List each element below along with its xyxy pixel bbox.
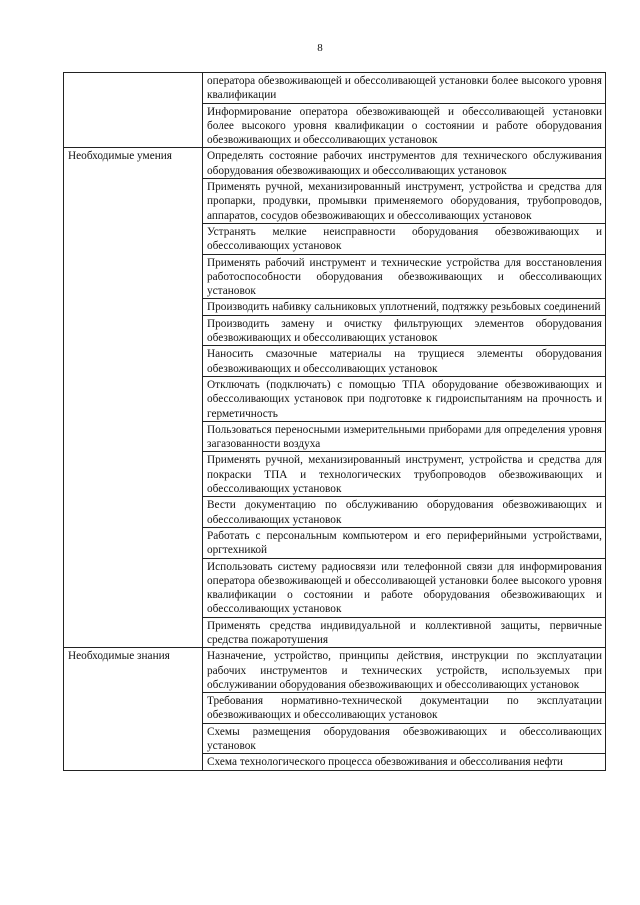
row-label xyxy=(64,73,203,148)
table-cell: Информирование оператора обезвоживающей и обессоливающей установки более высокого уровня квалификации о состоянии и работе оборудования обезвоживающих и обессоливающих установок xyxy=(203,103,606,148)
table-cell: Применять средства индивидуальной и коллективной защиты, первичные средства пожаротушения xyxy=(203,617,606,648)
table-cell: Вести документацию по обслуживанию оборудования обезвоживающих и обессоливающих установок xyxy=(203,497,606,528)
page-number: 8 xyxy=(317,42,323,54)
table-cell: Отключать (подключать) с помощью ТПА оборудование обезвоживающих и обессоливающих установок при подготовке к гидроиспытаниям на прочность и герметичность xyxy=(203,376,606,421)
table-cell: Производить набивку сальниковых уплотнений, подтяжку резьбовых соединений xyxy=(203,299,606,315)
table-row xyxy=(64,73,606,104)
table-cell: Применять рабочий инструмент и технические устройства для восстановления работоспособности оборудования обезвоживающих и обессоливающих установок xyxy=(203,254,606,299)
row-label-knowledge: Необходимые знания xyxy=(64,648,203,770)
table-cell: Схема технологического процесса обезвоживания и обессоливания нефти xyxy=(203,754,606,770)
table-cell: Применять ручной, механизированный инструмент, устройства и средства для пропарки, продувки, промывки применяемого оборудования, трубопроводов, аппаратов, сосудов обезвоживающих и обессоливающих установок xyxy=(203,179,606,224)
table-row xyxy=(64,148,606,179)
row-label-skills: Необходимые умения xyxy=(64,148,203,648)
requirements-table xyxy=(63,72,606,771)
table-cell: Схемы размещения оборудования обезвоживающих и обессоливающих установок xyxy=(203,723,606,754)
table-row xyxy=(64,648,606,693)
table-cell: Наносить смазочные материалы на трущиеся элементы оборудования обезвоживающих и обессоливающих установок xyxy=(203,346,606,377)
table-cell: Применять ручной, механизированный инструмент, устройства и средства для покраски ТПА и технологических трубопроводов обезвоживающих и обессоливающих установок xyxy=(203,452,606,497)
table-cell: Производить замену и очистку фильтрующих элементов оборудования обезвоживающих и обессоливающих установок xyxy=(203,315,606,346)
table-cell: Работать с персональным компьютером и его периферийными устройствами, оргтехникой xyxy=(203,527,606,558)
table-cell: Назначение, устройство, принципы действия, инструкции по эксплуатации рабочих инструментов и технических устройств, используемых при обслуживании оборудования обезвоживающих и обессоливающих установок xyxy=(203,648,606,693)
table-cell: Требования нормативно-технической документации по эксплуатации обезвоживающих и обессоливающих установок xyxy=(203,693,606,724)
table-cell: Пользоваться переносными измерительными приборами для определения уровня загазованности воздуха xyxy=(203,421,606,452)
table-cell: оператора обезвоживающей и обессоливающей установки более высокого уровня квалификации xyxy=(203,73,606,104)
table-cell: Определять состояние рабочих инструментов для технического обслуживания оборудования обезвоживающих и обессоливающих установок xyxy=(203,148,606,179)
table-cell: Использовать систему радиосвязи или телефонной связи для информирования оператора обезвоживающей и обессоливающей установки более высокого уровня квалификации о состоянии и работе оборудования обезвоживающих и обессоливающих установок xyxy=(203,558,606,617)
table-cell: Устранять мелкие неисправности оборудования обезвоживающих и обессоливающих установок xyxy=(203,223,606,254)
